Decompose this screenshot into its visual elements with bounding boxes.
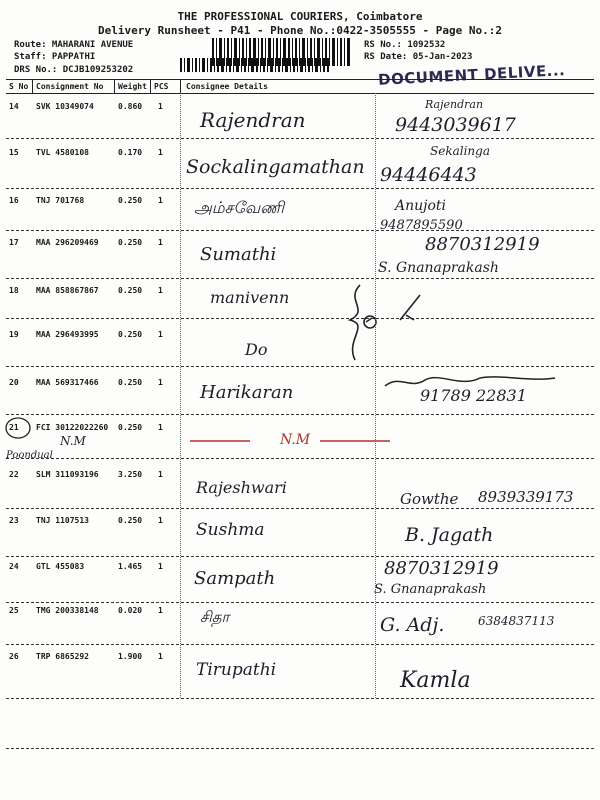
row-pcs: 1 [158, 378, 163, 387]
consignee-name: manivenn [210, 288, 290, 307]
consignee-name: Rajendran [200, 108, 306, 132]
row-consignment: MAA 569317466 [36, 378, 99, 387]
row-sno: 24 [9, 562, 19, 571]
row-consignment: FCI 30122022260 [36, 423, 109, 432]
receiver-signature: B. Jagath [405, 524, 494, 546]
drs-label: DRS No.: DCJB109253202 [14, 65, 134, 75]
runsheet-subtitle: Delivery Runsheet - P41 - Phone No.:0422-3505555 - Page No.:2 [98, 24, 502, 37]
receiver-phone: 8939339173 [478, 488, 574, 506]
col-divider [180, 93, 181, 698]
rs-date-label: RS Date: 05-Jan-2023 [364, 52, 473, 62]
row-pcs: 1 [158, 652, 163, 661]
row-separator [6, 366, 594, 367]
consignee-name: Sampath [194, 568, 276, 589]
consignee-name: Sockalingamathan [186, 156, 365, 178]
row-weight: 1.465 [118, 562, 143, 571]
row-sno: 25 [9, 606, 19, 615]
rs-no-label: RS No.: 1092532 [364, 40, 446, 50]
row-pcs: 1 [158, 606, 163, 615]
row-pcs: 1 [158, 102, 163, 111]
signature-scribble-icon [380, 372, 560, 392]
consignee-name: சிதா [200, 608, 230, 626]
row-consignment: TRP 6865292 [36, 652, 89, 661]
row-consignment: SLM 311093196 [36, 470, 99, 479]
row-pcs: 1 [158, 286, 163, 295]
signature-scribble-icon [340, 280, 440, 370]
row-weight: 0.250 [118, 238, 143, 247]
row-separator [6, 556, 594, 557]
row-sno: 21 [9, 423, 19, 432]
consignee-name: அம்சவேணி [194, 198, 284, 217]
table-head-rule [6, 93, 594, 94]
row-consignment: SVK 10349074 [36, 102, 94, 111]
row-weight: 1.900 [118, 652, 143, 661]
row-consignment: MAA 296209469 [36, 238, 99, 247]
row-separator [6, 602, 594, 603]
consignee-name: N.M [280, 432, 311, 448]
row-weight: 0.250 [118, 378, 143, 387]
row-separator [6, 458, 594, 459]
row-sno: 19 [9, 330, 19, 339]
row-pcs: 1 [158, 196, 163, 205]
receiver-signature: Rajendran [425, 98, 484, 111]
document-delivered-stamp: DOCUMENT DELIVE... [377, 61, 566, 89]
row-weight: 0.250 [118, 286, 143, 295]
row-separator [6, 508, 594, 509]
row-sno: 17 [9, 238, 19, 247]
company-title: THE PROFESSIONAL COURIERS, Coimbatore [177, 10, 423, 23]
col-weight: Weight [118, 82, 147, 91]
row-sno: 23 [9, 516, 19, 525]
row-pcs: 1 [158, 516, 163, 525]
row-pcs: 1 [158, 470, 163, 479]
col-divider [180, 79, 181, 93]
staff-label: Staff: PAPPATHI [14, 52, 96, 62]
row-pcs: 1 [158, 148, 163, 157]
row-pcs: 1 [158, 562, 163, 571]
handwritten-note: Poondual [6, 450, 53, 461]
row-weight: 3.250 [118, 470, 143, 479]
barcode-right [212, 38, 352, 66]
row-weight: 0.170 [118, 148, 143, 157]
row-weight: 0.250 [118, 196, 143, 205]
receiver-phone: 91789 22831 [420, 386, 527, 405]
receiver-signature: Sekalinga [430, 144, 490, 158]
row-sno: 18 [9, 286, 19, 295]
receiver-signature: G. Adj. [380, 614, 445, 636]
col-sno: S No [9, 82, 29, 91]
consignee-name: Rajeshwari [196, 478, 287, 497]
consignee-name: Do [245, 340, 268, 359]
receiver-signature: Kamla [400, 668, 471, 693]
row-separator [6, 698, 594, 699]
receiver-phone: 8870312919 [425, 234, 540, 255]
receiver-signature: Anujoti [395, 198, 447, 214]
row-separator [6, 188, 594, 189]
row-sno: 22 [9, 470, 19, 479]
row-pcs: 1 [158, 238, 163, 247]
consignee-name: Sumathi [200, 244, 277, 265]
row-separator [6, 138, 594, 139]
consignee-name: Tirupathi [196, 660, 277, 680]
receiver-phone: 6384837113 [478, 614, 555, 628]
row-consignment: MAA 858867867 [36, 286, 99, 295]
route-label: Route: MAHARANI AVENUE [14, 40, 134, 50]
receiver-signature: S. Gnanaprakash [374, 582, 487, 597]
col-divider [32, 79, 33, 93]
row-sno: 16 [9, 196, 19, 205]
row-weight: 0.250 [118, 330, 143, 339]
row-consignment: TVL 4580108 [36, 148, 89, 157]
col-divider [114, 79, 115, 93]
row-sno: 20 [9, 378, 19, 387]
row-consignment: TMG 200338148 [36, 606, 99, 615]
receiver-phone: 94446443 [380, 164, 477, 186]
row-sno: 14 [9, 102, 19, 111]
row-separator [6, 318, 594, 319]
row-weight: 0.250 [118, 423, 143, 432]
consignee-name: Sushma [196, 520, 265, 540]
row-separator [6, 414, 594, 415]
row-consignment: TNJ 1107513 [36, 516, 89, 525]
row-weight: 0.250 [118, 516, 143, 525]
row-separator [6, 230, 594, 231]
row-sno: 26 [9, 652, 19, 661]
col-consignment: Consignment No [36, 82, 104, 91]
receiver-signature: S. Gnanaprakash [378, 260, 499, 276]
receiver-phone: 9443039617 [395, 114, 516, 136]
row-consignment: GTL 455083 [36, 562, 85, 571]
row-sno: 15 [9, 148, 19, 157]
row-separator [6, 644, 594, 645]
row-separator [6, 278, 594, 279]
row-separator [6, 748, 594, 749]
col-details: Consignee Details [186, 82, 268, 91]
row-weight: 0.860 [118, 102, 143, 111]
table-top-rule [6, 79, 594, 80]
handwritten-note: N.M [60, 434, 86, 448]
row-consignment: TNJ 701768 [36, 196, 85, 205]
receiver-phone: 9487895590 [380, 218, 463, 233]
col-divider [375, 93, 376, 698]
row-consignment: MAA 296493995 [36, 330, 99, 339]
strike-line-icon [190, 438, 390, 444]
receiver-signature: Gowthe [400, 490, 459, 508]
row-weight: 0.020 [118, 606, 143, 615]
receiver-phone: 8870312919 [384, 558, 499, 579]
row-pcs: 1 [158, 423, 163, 432]
col-divider [150, 79, 151, 93]
consignee-name: Harikaran [200, 382, 294, 403]
row-pcs: 1 [158, 330, 163, 339]
col-pcs: PCS [154, 82, 169, 91]
